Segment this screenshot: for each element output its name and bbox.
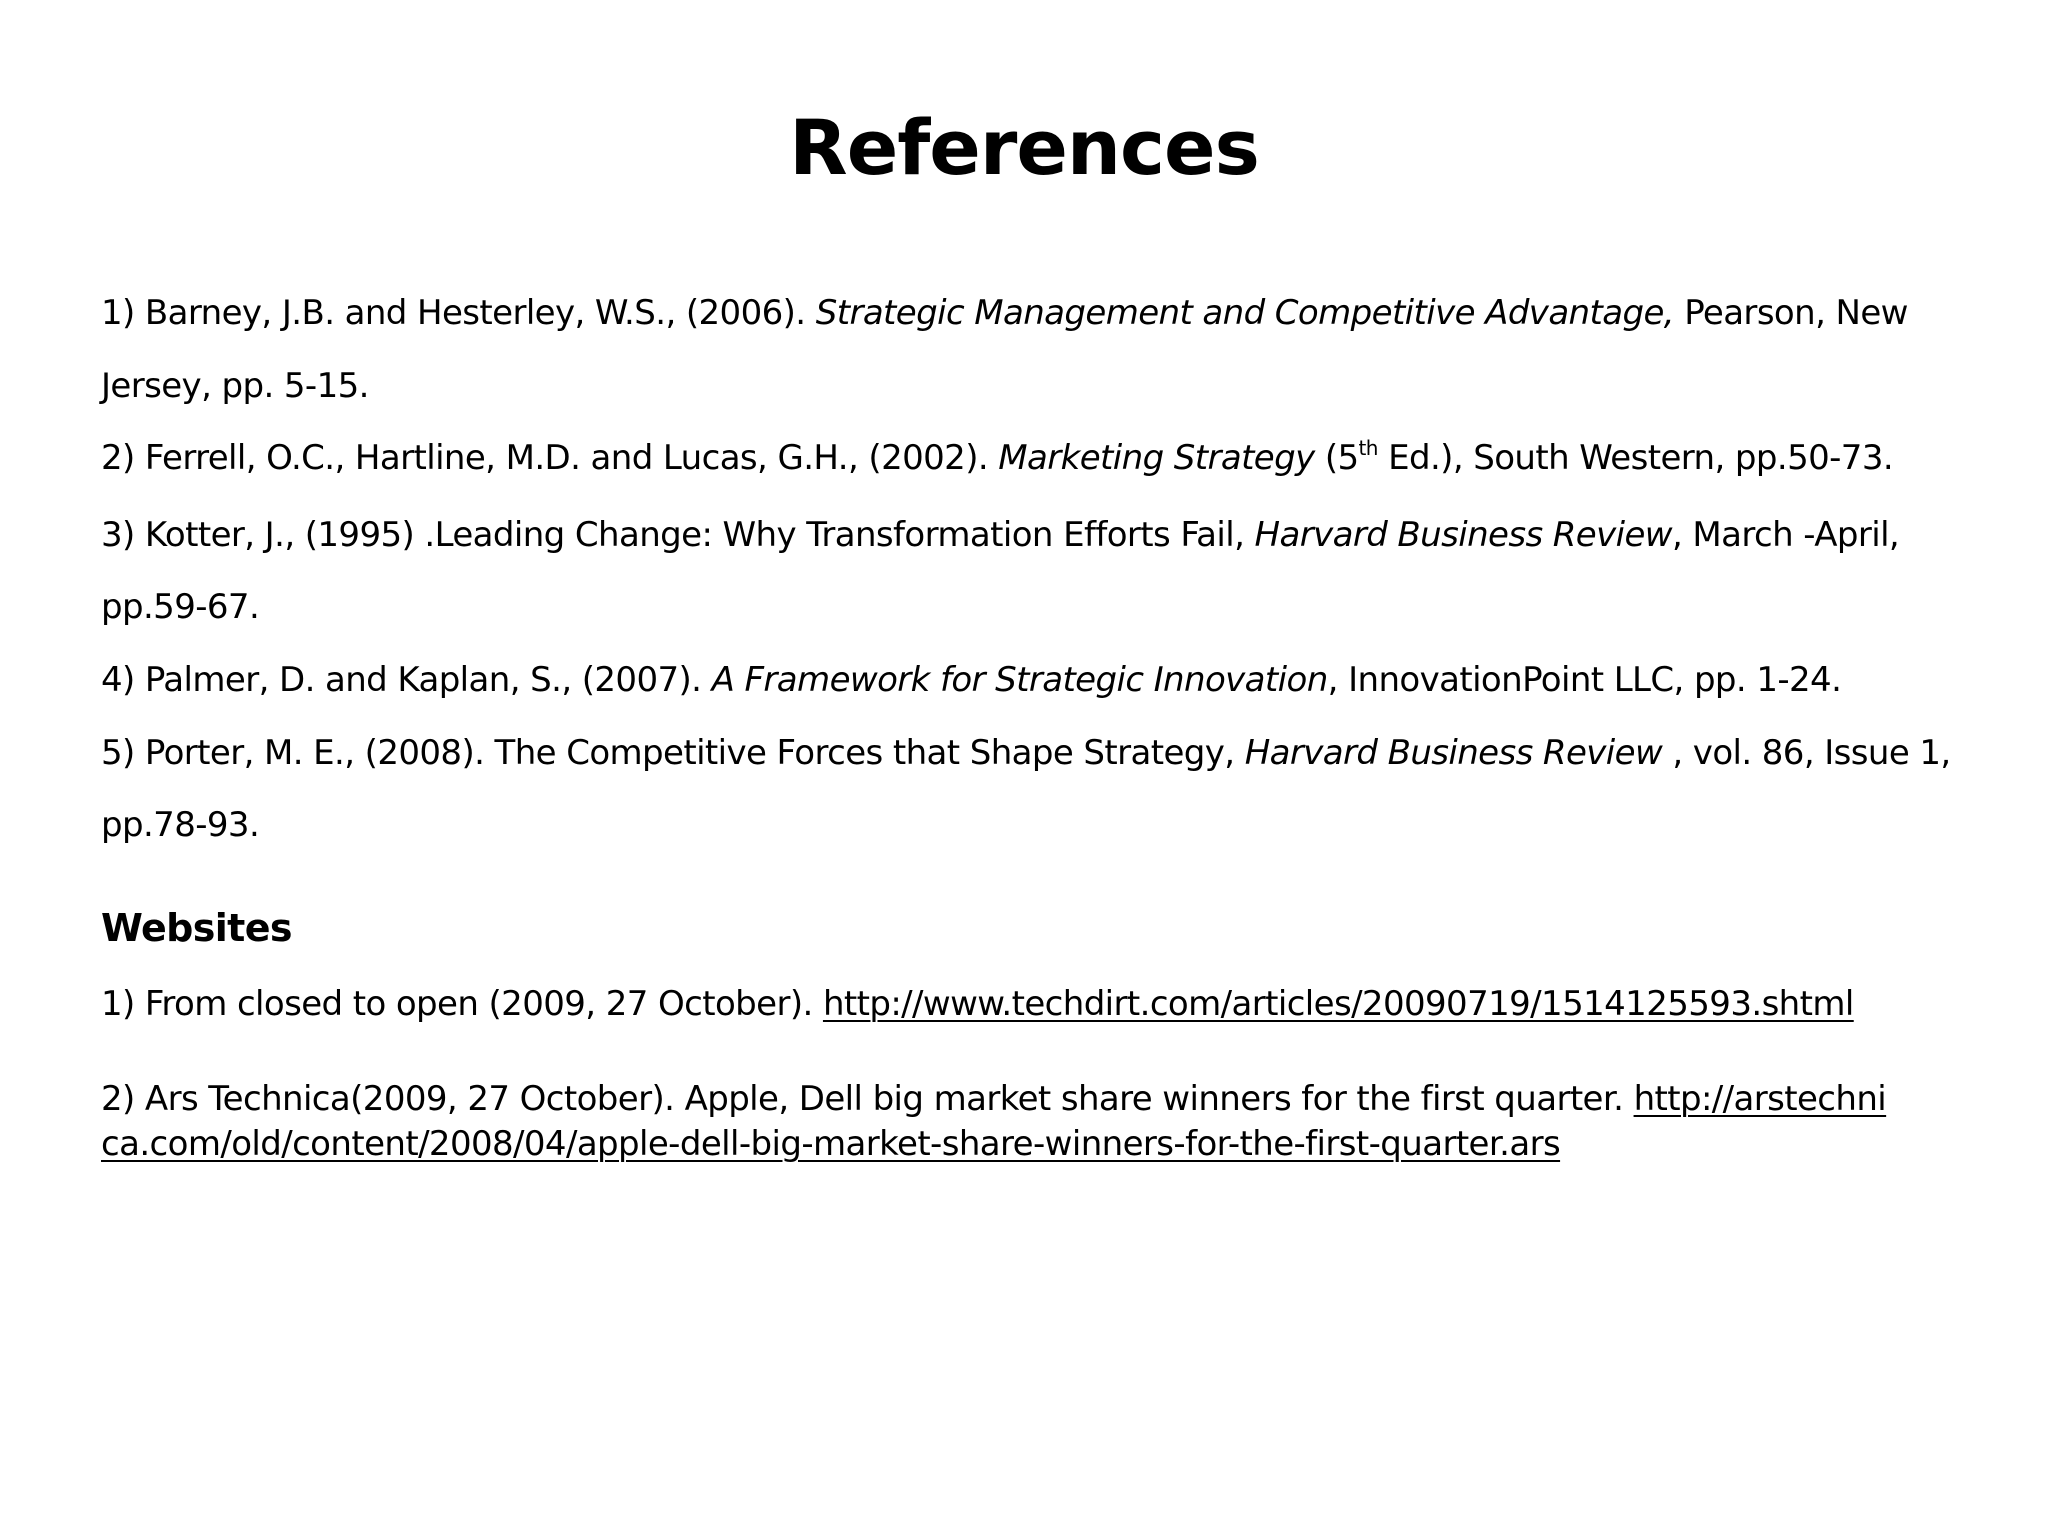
reference-3-tail: , March -April, [1672,514,1900,555]
reference-5-tail: , vol. 86, Issue 1, [1662,732,1951,773]
website-2-line1 [101,1077,1886,1122]
reference-2-title: Marketing Strategy [998,438,1315,479]
reference-item-3 [101,499,1981,572]
reference-3-lead: 3) Kotter, J., (1995) .Leading Change: Why Transformation Efforts Fail, [101,514,1255,555]
website-2-link-part1[interactable]: http://arstechni [1633,1079,1887,1119]
reference-item-1 [101,277,1981,350]
reference-3-title: Harvard Business Review [1254,514,1673,555]
reference-2-superscript: th [1358,436,1378,461]
reference-4-lead: 4) Palmer, D. and Kaplan, S., (2007). [101,659,712,700]
website-2-text: 2) Ars Technica(2009, 27 October). Apple, Dell big market share winners for the first quarter. [101,1079,1634,1119]
website-2-link-part2[interactable]: ca.com/old/content/2008/04/apple-dell-big-market-share-winners-for-the-first-quarter.ars [101,1124,1561,1164]
reference-item-5-line2: pp.78-93. [101,805,260,846]
reference-item-3-line2: pp.59-67. [101,587,260,628]
reference-2-mid: (5 [1314,438,1359,479]
reference-1-title: Strategic Management and Competitive Advantage, [815,293,1674,333]
website-2-line2 [101,1122,1886,1167]
reference-item-4 [101,644,1981,717]
websites-heading: Websites [101,906,292,950]
website-1-text: 1) From closed to open (2009, 27 October). [101,984,823,1024]
reference-item-2 [101,422,1981,499]
reference-1-lead: 1) Barney, J.B. and Hesterley, W.S., (2006). [101,293,816,333]
reference-4-title: A Framework for Strategic Innovation [711,659,1328,700]
reference-2-tail: Ed.), South Western, pp.50-73. [1377,438,1894,479]
website-1-link[interactable]: http://www.techdirt.com/articles/20090719/1514125593.shtml [822,984,1854,1024]
page-title: References [789,103,1259,192]
reference-5-title: Harvard Business Review [1244,732,1663,773]
website-item-2 [101,1077,1886,1167]
reference-5-lead: 5) Porter, M. E., (2008). The Competitive Forces that Shape Strategy, [101,732,1245,773]
reference-1-tail: Pearson, New [1673,293,1908,333]
reference-list [101,277,1981,862]
website-item-1 [101,982,1854,1027]
reference-item-5 [101,717,1981,790]
reference-2-lead: 2) Ferrell, O.C., Hartline, M.D. and Lucas, G.H., (2002). [101,438,999,479]
reference-4-tail: , InnovationPoint LLC, pp. 1-24. [1327,659,1842,700]
reference-item-1-line2: Jersey, pp. 5-15. [101,365,369,406]
